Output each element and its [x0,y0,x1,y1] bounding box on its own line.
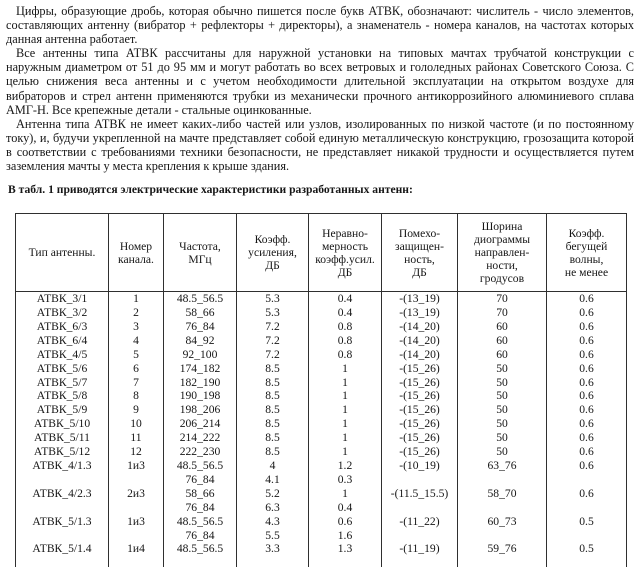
column-header [109,214,164,292]
table-cell-line: 4.3 [265,514,280,528]
table-row [16,362,627,376]
table-cell: -(15_26) [382,417,458,431]
table-cell: 63_76 [458,459,547,487]
column-header-line: ДБ [412,265,427,279]
table-cell: АТВК_5/6 [16,362,109,376]
table-cell-line: 0.4 [337,500,353,514]
table-row [16,334,627,348]
intro-text [6,4,634,173]
table-cell-line: 4 [269,459,276,472]
table-cell: 0.8 [309,320,382,334]
table-cell: 2и3 [109,487,164,515]
table-cell: 48.5_56.5 [164,292,237,306]
table-cell: 50 [458,362,547,376]
table-cell-line: 76_84 [185,528,215,542]
column-header-line: мерность [321,239,369,253]
column-header-line: МГц [188,252,212,266]
table-cell: 10 [109,417,164,431]
column-header-line: не менее [564,265,609,279]
table-cell: 0.8 [309,348,382,362]
column-header-line: диограммы [473,233,531,247]
table-cell: 0.5 [547,542,627,556]
table-cell: 50 [458,403,547,417]
table-cell: АТВК_5/9 [16,403,109,417]
table-cell: 3.3 [237,542,309,556]
table-cell: -(14_20) [382,348,458,362]
table-row [16,515,627,543]
table-cell [237,487,309,515]
column-header-line: Помехо- [398,226,441,240]
table-cell [309,459,382,487]
table-cell-line: 1.2 [337,459,353,472]
column-header-line: ДБ [337,265,353,279]
column-header [16,214,109,292]
table-cell: 60 [458,320,547,334]
table-cell: 59_76 [458,542,547,556]
table-cell: 1 [309,445,382,459]
table-cell: АТВК_5/1.4 [16,542,109,556]
table-cell: 5.3 [237,306,309,320]
table-cell: 1.3 [309,542,382,556]
table-cell: 214_222 [164,431,237,445]
table-cell: АТВК_5/10 [16,417,109,431]
column-header [458,214,547,292]
table-spacer-cell [458,556,547,567]
column-header-line: Коэфф. [568,226,605,240]
table-row [16,542,627,556]
table-cell: АТВК_5/12 [16,445,109,459]
table-cell: 8.5 [237,445,309,459]
table-cell: 1 [309,417,382,431]
table-cell: 0.5 [547,515,627,543]
table-cell [164,487,237,515]
table-row [16,487,627,515]
column-header-line: Номер [119,239,153,253]
table-cell: 9 [109,403,164,417]
column-header [164,214,237,292]
table-cell: -(15_26) [382,403,458,417]
column-header [547,214,627,292]
table-cell: 0.4 [309,292,382,306]
table-cell: 1 [309,362,382,376]
table-row [16,320,627,334]
table-row [16,459,627,487]
table-cell-line: 76_84 [185,472,215,486]
table-cell: 3 [109,320,164,334]
table-cell: АТВК_4/5 [16,348,109,362]
table-cell: 48.5_56.5 [164,542,237,556]
table-cell-line: 58_66 [185,486,215,500]
table-cell: 8.5 [237,403,309,417]
table-cell: 8.5 [237,431,309,445]
table-cell: 206_214 [164,417,237,431]
table-cell: АТВК_3/2 [16,306,109,320]
table-cell: 50 [458,376,547,390]
table-header [16,214,627,292]
table-cell: -(13_19) [382,306,458,320]
table-cell: -(15_26) [382,431,458,445]
table-cell: 50 [458,417,547,431]
table-row [16,445,627,459]
table-cell: 0.6 [547,376,627,390]
table-cell: 8.5 [237,362,309,376]
table-cell: 190_198 [164,389,237,403]
table-cell: -(15_26) [382,389,458,403]
paragraph-grounding: Антенна типа АТВК не имеет каких-либо частей или узлов, изолированных по низкой частоте (и по постоянному току), и, будучи укрепленной на мачте представляет собой единую металлическую конструкцию, грозозащита которой в соответствии с требованиями техники безопасности, не представляет никакой трудности и осуществляется путем заземления мачты у места крепления к крыше здания. [6,116,634,174]
column-header-line: гродусов [479,272,525,286]
column-header [309,214,382,292]
table-cell: 84_92 [164,334,237,348]
table-cell: 60 [458,334,547,348]
table-cell: 60 [458,348,547,362]
table-spacer-cell [382,556,458,567]
table-spacer-cell [309,556,382,567]
table-cell [237,515,309,543]
table-cell: 7.2 [237,320,309,334]
column-header-line: защищен- [395,239,444,253]
column-header-line: ность, [404,252,435,266]
table-cell: 58_66 [164,306,237,320]
table-cell: 50 [458,431,547,445]
table-cell: 0.6 [547,348,627,362]
column-header-line: Неравно- [322,226,368,240]
table-cell: -(15_26) [382,362,458,376]
table-cell: 198_206 [164,403,237,417]
table-cell: АТВК_5/8 [16,389,109,403]
table-spacer-cell [237,556,309,567]
table-row [16,376,627,390]
table-cell: 0.6 [547,389,627,403]
table-cell: 0.6 [547,487,627,515]
table-cell: 0.6 [547,334,627,348]
table-cell: -(14_20) [382,320,458,334]
table-cell: 222_230 [164,445,237,459]
table-cell: 1 [309,389,382,403]
table-cell: 8 [109,389,164,403]
table-body [16,292,627,568]
column-header [382,214,458,292]
table-cell: 1и3 [109,515,164,543]
table-cell: 1 [309,431,382,445]
table-cell: -(11_22) [382,515,458,543]
table-cell: -(15_26) [382,376,458,390]
table-cell: -(11_19) [382,542,458,556]
table-cell: 5.3 [237,292,309,306]
table-cell: АТВК_6/3 [16,320,109,334]
table-cell: 70 [458,292,547,306]
table-cell: 0.6 [547,306,627,320]
table-cell-line: 48.5_56.5 [176,459,224,472]
column-header-line: канала. [118,252,154,266]
antenna-characteristics-table [15,213,627,567]
table-cell: 1 [309,403,382,417]
table-cell: 58_70 [458,487,547,515]
table-cell: АТВК_3/1 [16,292,109,306]
table-cell: 8.5 [237,376,309,390]
table-cell: 0.6 [547,403,627,417]
table-row [16,417,627,431]
table-cell [164,459,237,487]
table-cell: -(15_26) [382,445,458,459]
table-cell: 0.6 [547,445,627,459]
table-cell-line: 76_84 [185,500,215,514]
table-cell: -(11.5_15.5) [382,487,458,515]
table-cell: 5 [109,348,164,362]
table-cell: 2 [109,306,164,320]
paragraph-installation: Все антенны типа АТВК рассчитаны для наружной установки на типовых мачтах трубчатой конструкции с наружным диаметром от 51 до 95 мм и могут работать во всех ветровых и гололедных районах Советского Союза. С целью снижения веса антенны и с учетом необходимости длительной эксплуатации на открытом воздухе для вибраторов и стрел антенн применяются трубки из механически прочного антикоррозийного алюминиевого сплава АМГ-Н. Все крепежные детали - стальные оцинкованные. [6,46,634,117]
table-row [16,348,627,362]
column-header-line: ности, [486,259,518,273]
table-cell-line: 1.6 [337,528,353,542]
table-cell-line: 6.3 [265,500,280,514]
table-spacer-cell [109,556,164,567]
table-cell: 0.8 [309,334,382,348]
table-spacer-cell [16,556,109,567]
column-header-line: волны, [569,252,604,266]
table-cell: 60_73 [458,515,547,543]
table-cell: 1 [109,292,164,306]
table-caption: В табл. 1 приводятся электрические характеристики разработанных антенн: [8,183,413,197]
table-cell: 6 [109,362,164,376]
column-header-line: Коэфф. [254,233,291,247]
column-header-line: направлен- [474,246,530,260]
table-cell: 70 [458,306,547,320]
table-spacer-cell [547,556,627,567]
table-cell-line: 0.3 [337,472,353,486]
table-cell-line: 48.5_56.5 [176,514,224,528]
column-header-line: ДБ [265,259,280,273]
column-header-line: бегущей [565,239,608,253]
table-row [16,389,627,403]
table-cell [309,487,382,515]
table-cell: 8.5 [237,389,309,403]
table-cell: -(10_19) [382,459,458,487]
table-cell: 1и4 [109,542,164,556]
table-cell: 0.6 [547,459,627,487]
table-row [16,431,627,445]
table-cell [309,515,382,543]
table-cell: 7.2 [237,334,309,348]
table-cell: 12 [109,445,164,459]
table-cell: АТВК_4/2.3 [16,487,109,515]
table-cell: 50 [458,389,547,403]
table-cell: АТВК_5/7 [16,376,109,390]
table-cell: 182_190 [164,376,237,390]
table-cell: 50 [458,445,547,459]
column-header-line: Частота, [179,239,221,253]
table-cell: 0.6 [547,431,627,445]
column-header-line: коэфф.усил. [315,252,375,266]
table-cell: АТВК_5/1.3 [16,515,109,543]
table-spacer-cell [164,556,237,567]
table-cell: 1и3 [109,459,164,487]
table-cell-line: 1 [342,486,348,500]
column-header-line: Шорина [481,220,523,234]
table-cell: АТВК_5/11 [16,431,109,445]
table-cell: 0.6 [547,292,627,306]
table-cell: 76_84 [164,320,237,334]
table-cell: АТВК_6/4 [16,334,109,348]
table-cell [164,515,237,543]
table-cell: 0.6 [547,362,627,376]
table-cell-line: 0.6 [337,514,353,528]
table-cell: -(14_20) [382,334,458,348]
table-cell: -(13_19) [382,292,458,306]
table-cell: 0.6 [547,320,627,334]
paragraph-fraction-meaning: Цифры, образующие дробь, которая обычно пишется после букв АТВК, обозначают: числитель - число элементов, составляющих антенну (вибратор + рефлекторы + директоры), а знаменатель - номера каналов, на частотах которых данная антенна работает. [6,4,634,47]
table-cell-line: 4.1 [265,472,280,486]
table-cell: 7 [109,376,164,390]
table-cell: 7.2 [237,348,309,362]
table-cell: 8.5 [237,417,309,431]
table-cell-line: 5.5 [265,528,280,542]
table-cell [237,459,309,487]
table-cell: 4 [109,334,164,348]
table-cell: 0.4 [309,306,382,320]
table-cell: 174_182 [164,362,237,376]
column-header-line: усиления, [248,246,297,260]
column-header-line: Тип антенны. [28,246,96,260]
table-row [16,403,627,417]
table-cell: 1 [309,376,382,390]
table-cell: АТВК_4/1.3 [16,459,109,487]
table-cell: 11 [109,431,164,445]
table-cell-line: 5.2 [265,486,280,500]
table-row [16,292,627,306]
table-cell: 0.6 [547,417,627,431]
table-row [16,306,627,320]
table-header-row [16,214,627,292]
table-spacer-row [16,556,627,567]
table-cell: 92_100 [164,348,237,362]
column-header [237,214,309,292]
